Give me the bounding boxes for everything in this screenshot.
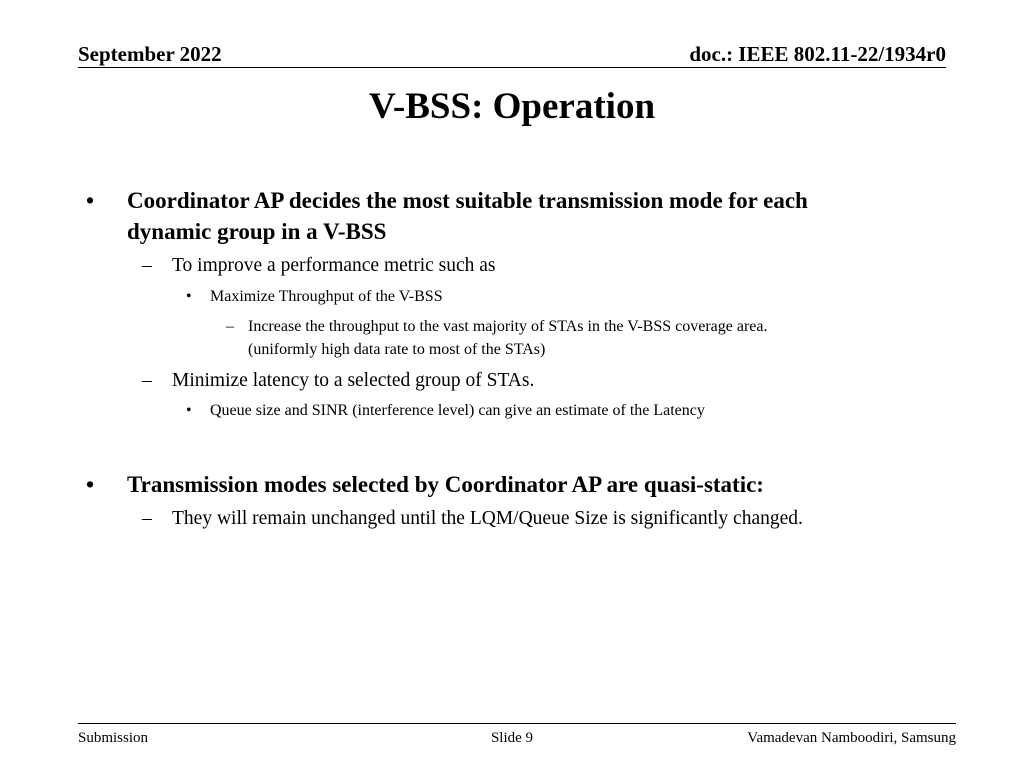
bullet-marker: • xyxy=(186,288,192,305)
bullet-1-line-2: dynamic group in a V-BSS xyxy=(127,219,387,244)
footer-author: Vamadevan Namboodiri, Samsung xyxy=(747,730,956,746)
dash-marker: – xyxy=(142,255,152,276)
dash-marker: – xyxy=(226,318,234,335)
bullet-1-sub-1-item-1: Maximize Throughput of the V-BSS xyxy=(210,288,443,305)
bullet-1-sub-2: Minimize latency to a selected group of STAs. xyxy=(172,370,535,391)
header-doc-id: doc.: IEEE 802.11-22/1934r0 xyxy=(689,42,946,66)
header-date: September 2022 xyxy=(78,42,222,66)
slide-title: V-BSS: Operation xyxy=(368,86,656,127)
bullet-marker: • xyxy=(86,188,95,213)
footer-slide-number: Slide 9 xyxy=(490,730,534,746)
bullet-marker: • xyxy=(186,402,192,419)
bullet-marker: • xyxy=(86,472,95,497)
bullet-1-detail-line-2: (uniformly high data rate to most of the STAs) xyxy=(248,341,546,358)
bullet-1-detail-line-1: Increase the throughput to the vast majority of STAs in the V-BSS coverage area. xyxy=(248,318,768,335)
bullet-1-sub-1: To improve a performance metric such as xyxy=(172,255,496,276)
footer-submission: Submission xyxy=(78,730,149,746)
dash-marker: – xyxy=(142,508,152,529)
bullet-1-line-1: Coordinator AP decides the most suitable transmission mode for each xyxy=(127,188,808,213)
dash-marker: – xyxy=(142,370,152,391)
footer-divider xyxy=(78,723,956,724)
bullet-2-sub-1: They will remain unchanged until the LQM/Queue Size is significantly changed. xyxy=(172,508,803,529)
bullet-2-line-1: Transmission modes selected by Coordinator AP are quasi-static: xyxy=(127,472,764,497)
bullet-1-sub-2-item-1: Queue size and SINR (interference level) can give an estimate of the Latency xyxy=(210,402,705,419)
